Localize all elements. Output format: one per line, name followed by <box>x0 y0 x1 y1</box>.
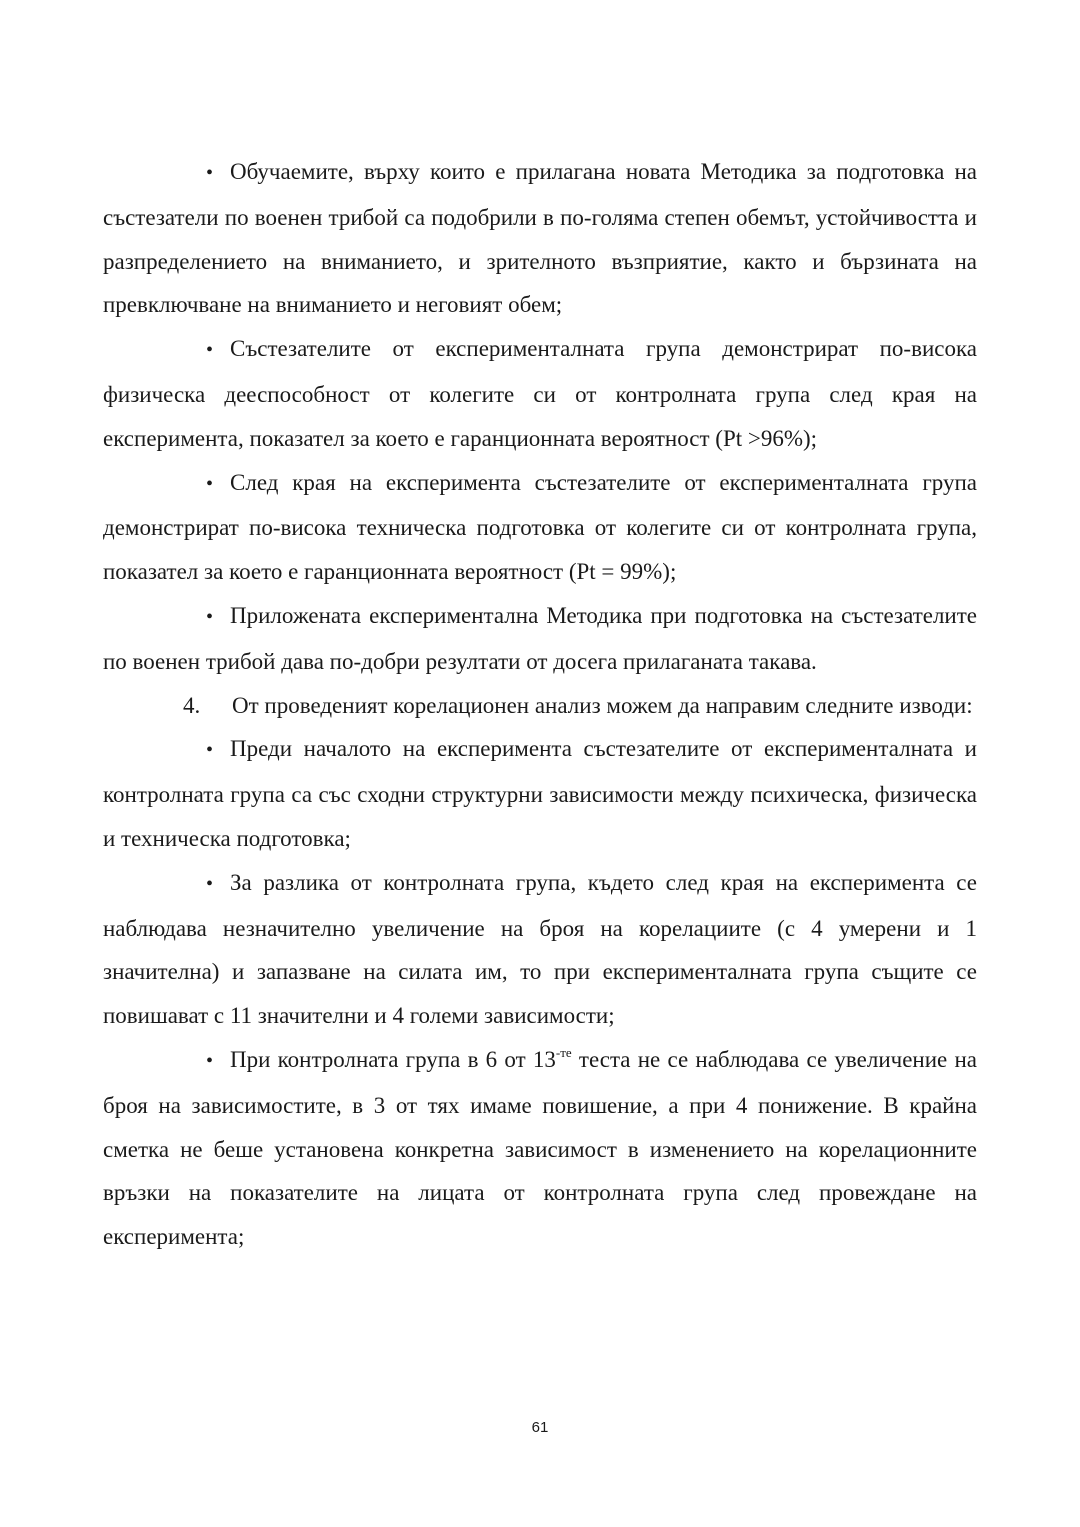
bullet-marker: • <box>206 339 214 362</box>
page-number: 61 <box>531 1419 549 1436</box>
paragraph-text: Обучаемите, върху които е прилагана новата Методика за подготовка на състезатели по военен трибой са подобрили в по-голяма степен обемът, устойчивостта и разпределението на вниманието, и зрителното възприятие, както и бързината на превключване на вниманието и неговият обем; <box>103 159 977 318</box>
paragraph-text: За разлика от контролната група, където след края на експеримента се наблюдава незначително увеличение на броя на корелациите (с 4 умерени и 1 значителна) и запазване на силата им, то при експерименталната група същите се повишават с 11 значителни и 4 големи зависимости; <box>103 869 977 1029</box>
paragraph-text-start: При контролната група в 6 от 13 <box>230 1046 556 1072</box>
bullet-marker: • <box>206 472 214 495</box>
numbered-paragraph <box>103 684 977 728</box>
paragraph-text: Състезателите от експерименталната група демонстрират по-висока физическа дееспособност от колегите си от контролната група след края на експеримента, показател за което е гаранционната вероятност (Pt >96%); <box>103 336 977 451</box>
paragraph-text: Приложената експериментална Методика при подготовка на състезателите по военен трибой дава по-добри резултати от досега прилаганата такава. <box>103 602 977 674</box>
bullet-marker: • <box>206 872 214 895</box>
bullet-paragraph <box>103 1038 977 1259</box>
bullet-marker: • <box>206 739 214 762</box>
bullet-marker: • <box>206 605 214 628</box>
bullet-paragraph <box>103 594 977 684</box>
bullet-paragraph <box>103 861 977 1038</box>
bullet-paragraph <box>103 327 977 460</box>
document-body <box>103 150 977 1259</box>
paragraph-text: Преди началото на експеримента състезателите от експерименталната и контролната група са със сходни структурни зависимости между психическа, физическа и техническа подготовка; <box>103 736 977 851</box>
paragraph-text: От проведеният корелационен анализ можем да направим следните изводи: <box>232 692 973 718</box>
bullet-marker: • <box>206 162 214 184</box>
paragraph-text: След края на експеримента състезателите от експерименталната група демонстрират по-висока техническа подготовка от колегите си от контролната група, показател за което е гаранционната вероятност (Pt = 99%); <box>103 469 977 585</box>
bullet-paragraph <box>103 150 977 327</box>
bullet-paragraph <box>103 461 977 594</box>
bullet-paragraph <box>103 727 977 860</box>
superscript-suffix: -те <box>555 1044 572 1060</box>
number-marker: 4. <box>183 692 201 718</box>
paragraph-text-end: теста не се наблюдава се увеличение на броя на зависимостите, в 3 от тях имаме повишение, а при 4 понижение. В крайна сметка не беше установена конкретна зависимост в изменението на корелационните връзки на показателите на лицата от контролната група след провеждане на експеримента; <box>103 1046 977 1250</box>
bullet-marker: • <box>206 1049 214 1072</box>
